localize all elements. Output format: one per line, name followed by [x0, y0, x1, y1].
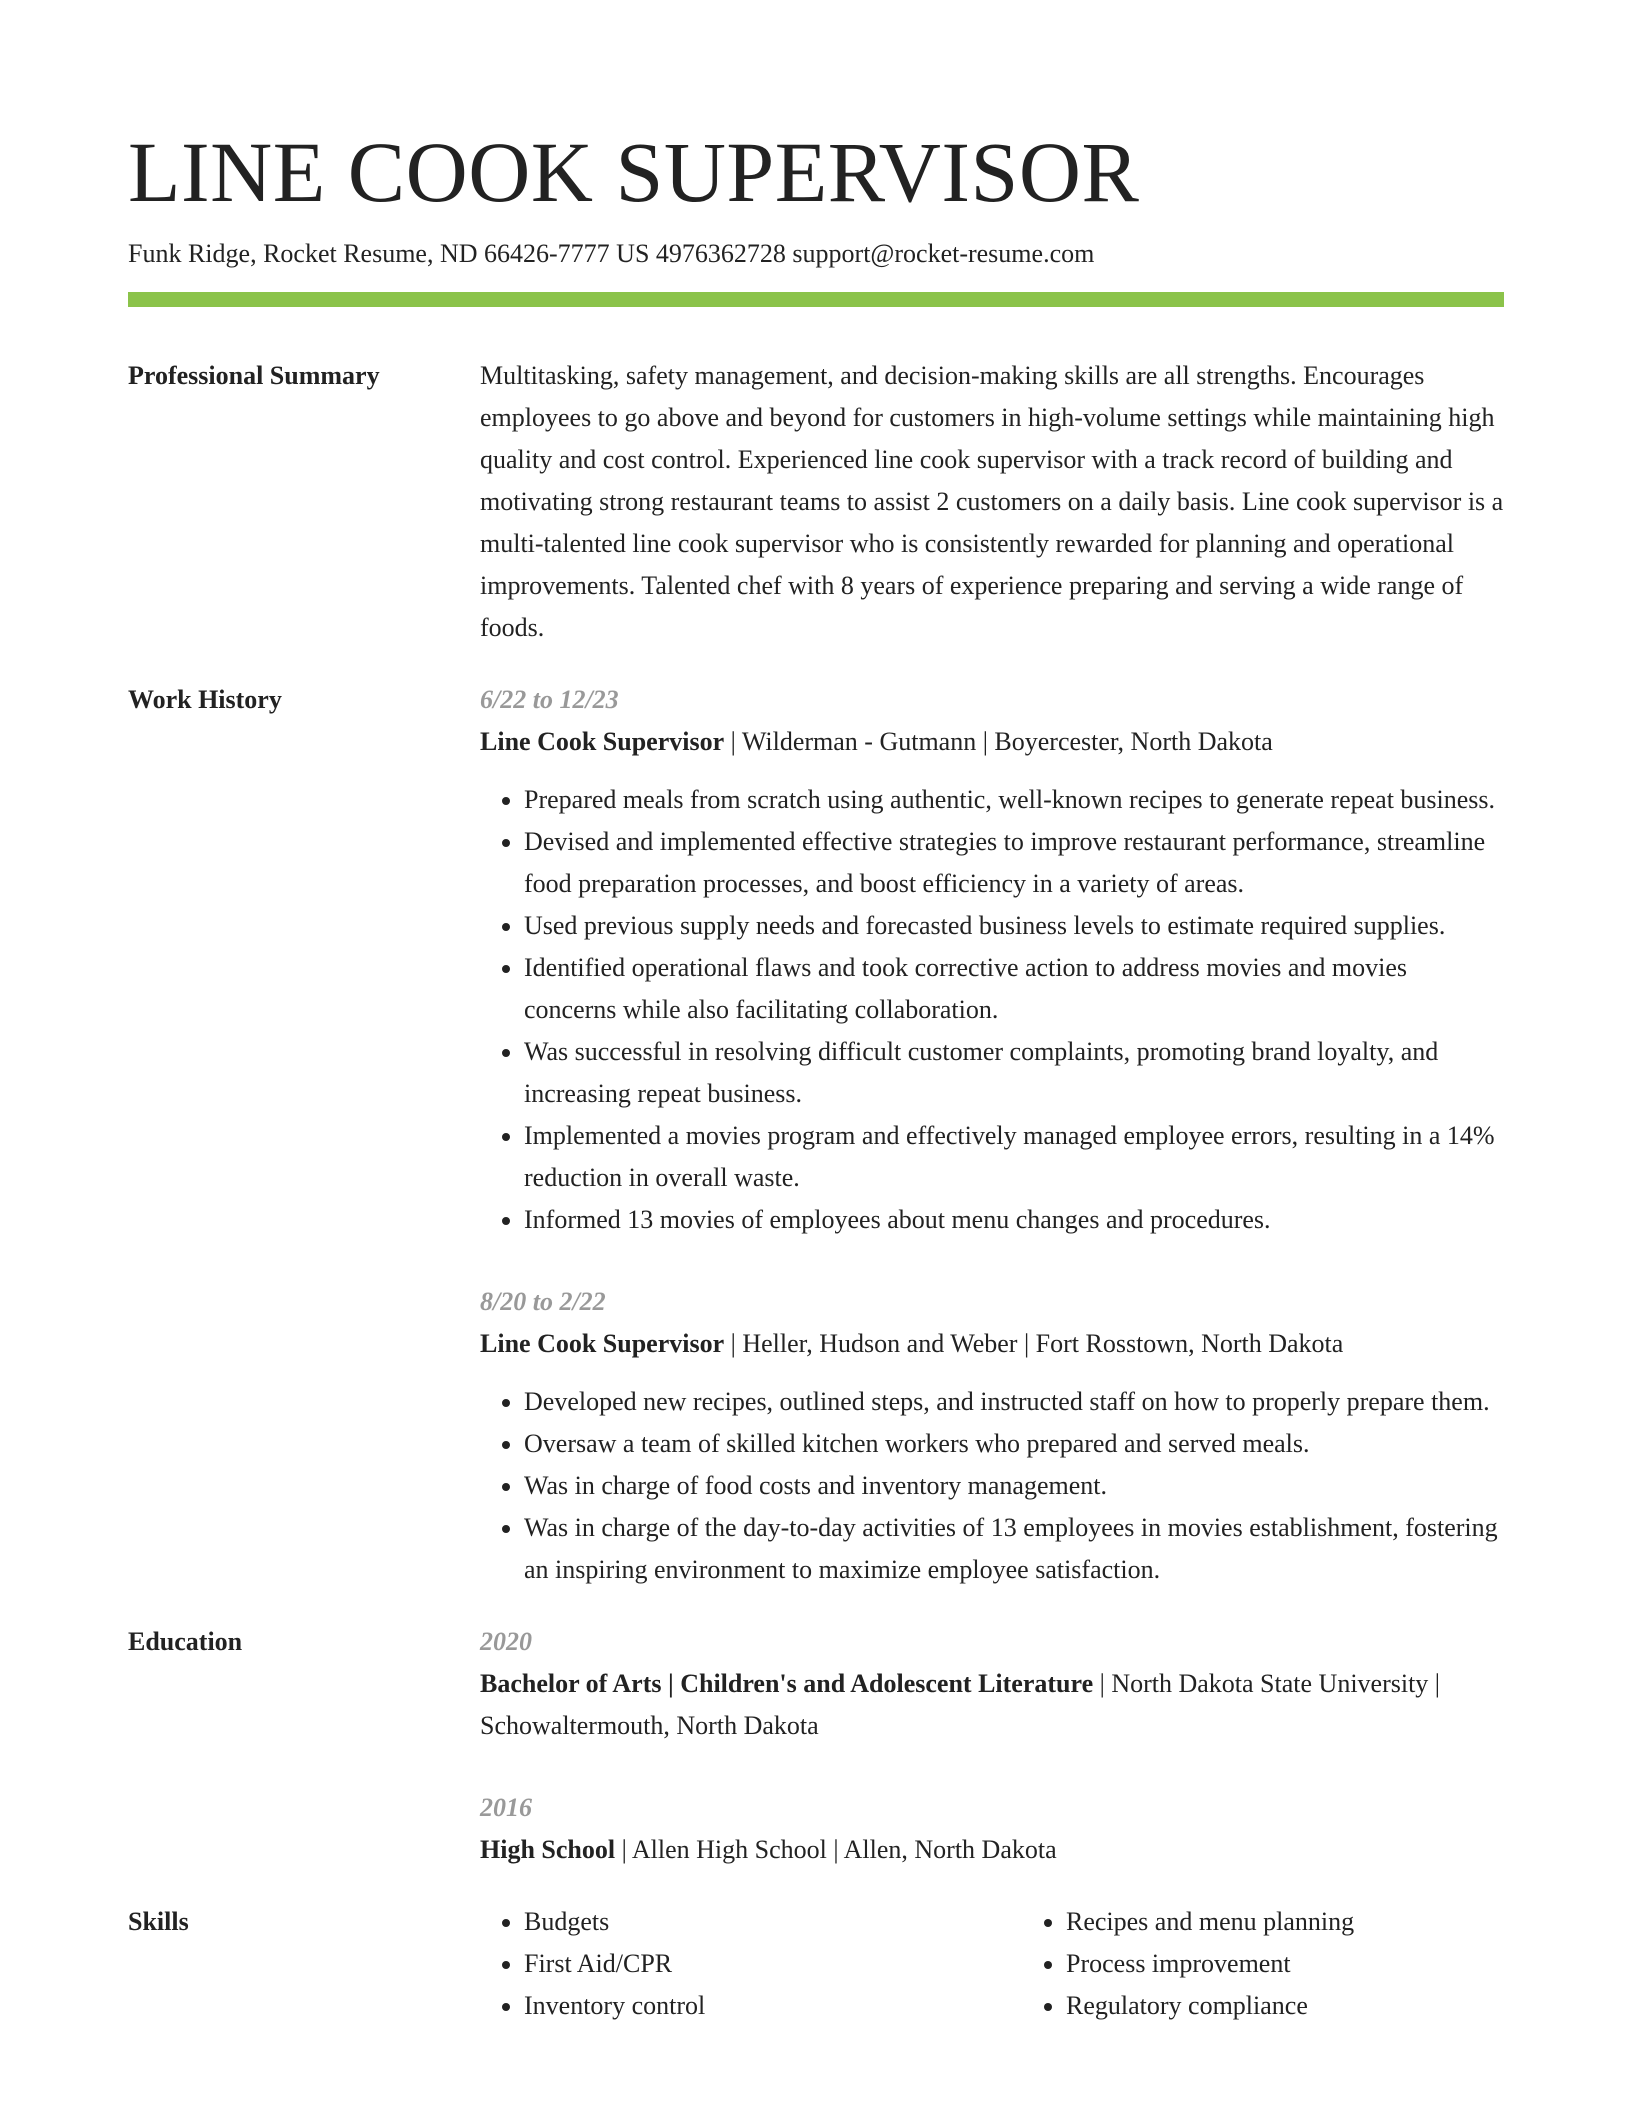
skills-list-left [480, 1901, 962, 2027]
education-details: | North Dakota State University | Schowaltermouth, North Dakota [480, 1669, 1441, 1740]
degree-title: Bachelor of Arts | Children's and Adolescent Literature [480, 1669, 1094, 1698]
skills-section [128, 1901, 1504, 2027]
header-divider [128, 292, 1504, 307]
section-label-work: Work History [128, 685, 282, 714]
resume-page [128, 0, 1504, 2027]
summary-body [480, 355, 1504, 649]
job-bullet: • Oversaw a team of skilled kitchen workers who prepared and served meals. [524, 1423, 1504, 1465]
job-bullet: • Devised and implemented effective strategies to improve restaurant performance, streamline food preparation processes, and boost efficiency in a variety of areas. [524, 821, 1504, 905]
job-title: Line Cook Supervisor [480, 727, 725, 756]
job-details: | Wilderman - Gutmann | Boyercester, North Dakota [724, 727, 1273, 756]
summary-section [128, 355, 1504, 649]
skill-item: • Process improvement [1066, 1943, 1504, 1985]
job-dates: 8/20 to 2/22 [480, 1287, 606, 1316]
job-bullet: • Implemented a movies program and effectively managed employee errors, resulting in a 14% reduction in overall waste. [524, 1115, 1504, 1199]
work-history-body [480, 679, 1504, 1591]
job-bullet: • Was in charge of food costs and inventory management. [524, 1465, 1504, 1507]
job-details: | Heller, Hudson and Weber | Fort Rosstown, North Dakota [724, 1329, 1344, 1358]
job-bullet: • Prepared meals from scratch using authentic, well-known recipes to generate repeat business. [524, 779, 1504, 821]
section-label-skills: Skills [128, 1907, 189, 1936]
degree-title: High School [480, 1835, 616, 1864]
contact-line: Funk Ridge, Rocket Resume, ND 66426-7777 US 4976362728 support@rocket-resume.com [128, 239, 1095, 268]
section-label-summary: Professional Summary [128, 361, 380, 390]
skills-list-right [1022, 1901, 1504, 2027]
skills-columns [480, 1901, 1504, 2027]
job-heading [480, 721, 1504, 763]
job-entry [480, 679, 1504, 1241]
work-history-section [128, 679, 1504, 1591]
education-entry [480, 1787, 1504, 1871]
skills-body [480, 1901, 1504, 2027]
skill-item: • Budgets [524, 1901, 962, 1943]
job-bullet: • Informed 13 movies of employees about menu changes and procedures. [524, 1199, 1504, 1241]
job-bullet: • Identified operational flaws and took corrective action to address movies and movies concerns while also facilitating collaboration. [524, 947, 1504, 1031]
job-title: Line Cook Supervisor [480, 1329, 725, 1358]
education-year: 2020 [480, 1627, 532, 1656]
candidate-name: LINE COOK SUPERVISOR [128, 124, 1140, 220]
job-bullet: • Developed new recipes, outlined steps, and instructed staff on how to properly prepare them. [524, 1381, 1504, 1423]
skill-item: • First Aid/CPR [524, 1943, 962, 1985]
education-details: | Allen High School | Allen, North Dakota [615, 1835, 1057, 1864]
skill-item: • Inventory control [524, 1985, 962, 2027]
education-heading [480, 1829, 1504, 1871]
skill-item: • Recipes and menu planning [1066, 1901, 1504, 1943]
job-bullets [480, 1381, 1504, 1591]
education-body [480, 1621, 1504, 1871]
education-entry [480, 1621, 1504, 1747]
job-dates: 6/22 to 12/23 [480, 685, 619, 714]
job-bullet: • Was in charge of the day-to-day activities of 13 employees in movies establishment, fostering an inspiring environment to maximize employee satisfaction. [524, 1507, 1504, 1591]
job-bullet: • Was successful in resolving difficult customer complaints, promoting brand loyalty, and increasing repeat business. [524, 1031, 1504, 1115]
summary-text: Multitasking, safety management, and decision-making skills are all strengths. Encourages employees to go above and beyond for customers in high-volume settings while maintaining high quality and cost control. Experienced line cook supervisor with a track record of building and motivating strong restaurant teams to assist 2 customers on a daily basis. Line cook supervisor is a multi-talented line cook supervisor who is consistently rewarded for planning and operational improvements. Talented chef with 8 years of experience preparing and serving a wide range of foods. [480, 361, 1504, 642]
job-bullet: • Used previous supply needs and forecasted business levels to estimate required supplies. [524, 905, 1504, 947]
education-section [128, 1621, 1504, 1871]
education-heading [480, 1663, 1504, 1747]
job-bullets [480, 779, 1504, 1241]
section-label-education: Education [128, 1627, 243, 1656]
skill-item: • Regulatory compliance [1066, 1985, 1504, 2027]
job-heading [480, 1323, 1504, 1365]
job-entry [480, 1281, 1504, 1591]
education-year: 2016 [480, 1793, 532, 1822]
